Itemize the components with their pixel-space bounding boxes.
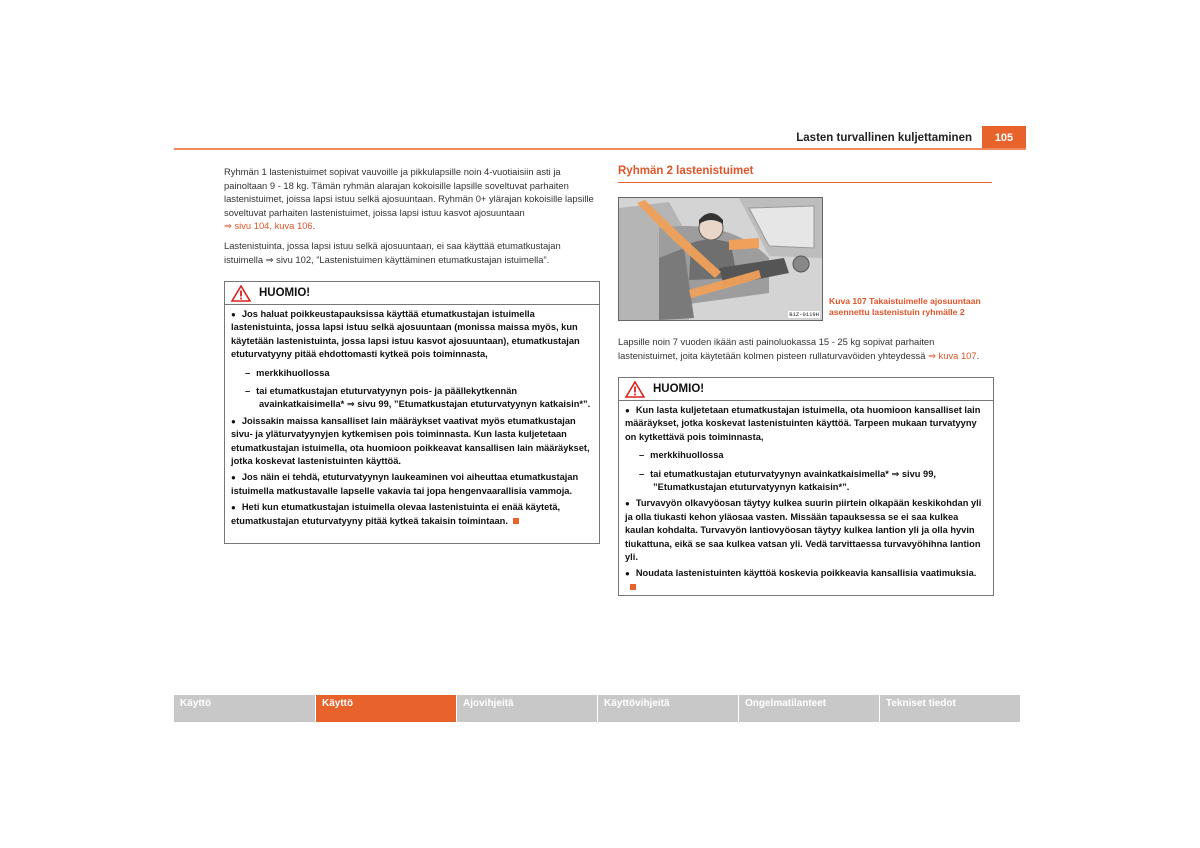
header-rule: [174, 148, 1026, 150]
warning-triangle-icon: [231, 285, 251, 302]
tab-ongelmatilanteet[interactable]: Ongelmatilanteet: [739, 695, 879, 722]
end-of-section-marker: [630, 584, 636, 590]
caption-line: asennettu lastenistuin ryhmälle 2: [829, 307, 965, 317]
caption-line: Kuva 107 Takaistuimelle ajosuuntaan: [829, 296, 981, 306]
section-title: Ryhmän 2 lastenistuimet: [618, 165, 992, 183]
warning-bullet: ● Jos näin ei tehdä, etuturvatyynyn laukeaminen voi aiheuttaa etumatkustajan istuimella matkustavalle lapselle vakavia tai jopa hengenvaarallisia vammoja.: [231, 471, 593, 498]
warning-box-right: [618, 377, 994, 596]
warning-title: HUOMIO!: [653, 383, 705, 395]
warning-bullet: ● Kun lasta kuljetetaan etumatkustajan istuimella, ota huomioon kansalliset lain määräykset, jotka koskevat lastenistuinten käyttöä. Tarpeen mukaan turvatyyny on kytkettävä pois toiminnasta,: [625, 404, 987, 444]
warning-dash-item: – tai etumatkustajan etuturvatyynyn avainkatkaisimella* ⇒ sivu 99, ”Etumatkustajan etuturvatyynyn katkaisin*”.: [639, 468, 936, 493]
warning-title: HUOMIO!: [259, 287, 311, 299]
running-header-title: Lasten turvallinen kuljettaminen: [796, 132, 972, 144]
paragraph-group1: Ryhmän 1 lastenistuimet sopivat vauvoille ja pikkulapsille noin 4-vuotiaisiin asti ja painoltaan 9 - 18 kg. Tämän ryhmän alarajan kokoisille lapsille soveltuvat parhaiten lastenistuimet, joissa lapsi istuu selkä ajosuuntaan. Ryhmän 0+ ylärajan kokoisille lapsille soveltuvat parhaiten lastenistuimet, joissa lapsi istuu kasvot ajosuuntaan ⇒ sivu 104, kuva 106.: [224, 166, 594, 232]
paragraph-airbag-note: Lastenistuinta, jossa lapsi istuu selkä ajosuuntaan, ei saa käyttää etumatkustajan istuimella ⇒ sivu 102, ”Lastenistuimen käyttäminen etumatkustajan istuimella”.: [224, 239, 561, 265]
tab-tekniset-tiedot[interactable]: Tekniset tiedot: [880, 695, 1020, 722]
warning-header: [619, 378, 993, 401]
warning-bullet: ● Joissakin maissa kansalliset lain määräykset vaativat myös etumatkustajan sivu- ja yläturvatyynyjen kytkemisen pois toiminnasta. Kun lasta kuljetetaan etumatkustajan istuimella, ota huomioon poikkeavat kansallisen lain määräykset, jotka koskevat lastenistuinten käyttöä.: [231, 415, 593, 469]
figure-reference-link[interactable]: ⇒ kuva 107: [928, 349, 977, 361]
footer-chapter-tabs: [174, 695, 1026, 722]
page-number: 105: [982, 126, 1026, 148]
paragraph-group2: Lapsille noin 7 vuoden ikään asti painoluokassa 15 - 25 kg sopivat parhaiten lastenistuimet, joita käytetään kolmen pisteen rullaturvavöiden yhteydessä ⇒ kuva 107.: [618, 336, 980, 361]
warning-box-left: [224, 281, 600, 544]
figure-caption: [829, 296, 999, 318]
warning-dash-item: – merkkihuollossa: [245, 367, 330, 378]
child-seat-figure: [618, 197, 823, 321]
warning-bullet: ● Noudata lastenistuinten käyttöä koskevia poikkeavia kansallisia vaatimuksia.: [625, 567, 987, 594]
tab-kayttovihjeita[interactable]: Käyttövihjeitä: [598, 695, 738, 722]
warning-bullet: ● Jos haluat poikkeustapauksissa käyttää etumatkustajan istuimella lastenistuinta, jossa lapsi istuu selkä ajosuuntaan (monissa maissa myös, kun käytetään lastenistuinta, jossa lapsi istuu kasvot ajosuuntaan), etumatkustajan etuturvatyyny pitää ehdottomasti kytkeä pois toiminnasta,: [231, 308, 593, 362]
tab-kaytto-1[interactable]: Käyttö: [174, 695, 315, 722]
warning-dash-item: – tai etumatkustajan etuturvatyynyn pois- ja päällekytkennän avainkatkaisimella* ⇒ sivu 99, ”Etumatkustajan etuturvatyynyn katkaisin*”.: [245, 386, 591, 410]
warning-bullet: ● Turvavyön olkavyöosan täytyy kulkea suurin piirtein olkapään keskikohdan yli ja olla tiukasti kehon yläosaa vasten. Missään tapauksessa se ei saa kulkea kaulan kohdalta. Turvavyön lantiovyöosan täytyy kulkea lantion yli ja olla hyvin tiukattuna, eikä se saa kulkea vatsan yli. Vedä tarvittaessa turvavyöhihna lantion yli.: [625, 497, 987, 564]
child-seat-illustration: [619, 198, 822, 320]
warning-body: [619, 401, 993, 601]
warning-header: [225, 282, 599, 305]
left-column: [224, 165, 598, 266]
page-reference-link[interactable]: ⇒ sivu 104, kuva 106: [224, 220, 313, 232]
figure-code: B1Z-0119H: [789, 311, 819, 318]
end-of-section-marker: [513, 518, 519, 524]
warning-body: [225, 305, 599, 535]
tab-kaytto-2-active[interactable]: Käyttö: [316, 695, 456, 722]
warning-bullet: ● Heti kun etumatkustajan istuimella olevaa lastenistuinta ei enää käytetä, etumatkustajan etuturvatyyny pitää kytkeä takaisin toimintaan.: [231, 501, 593, 528]
tab-ajovihjeita[interactable]: Ajovihjeitä: [457, 695, 597, 722]
warning-triangle-icon: [625, 381, 645, 398]
warning-dash-item: – merkkihuollossa: [639, 450, 724, 461]
paragraph-text: Ryhmän 1 lastenistuimet sopivat vauvoille ja pikkulapsille noin 4-vuotiaisiin asti ja painoltaan 9 - 18 kg. Tämän ryhmän alarajan kokoisille lapsille soveltuvat parhaiten lastenistuimet, joissa lapsi istuu selkä ajosuuntaan. Ryhmän 0+ ylärajan kokoisille lapsille soveltuvat parhaiten lastenistuimet, joissa lapsi istuu kasvot ajosuuntaan: [224, 166, 594, 218]
